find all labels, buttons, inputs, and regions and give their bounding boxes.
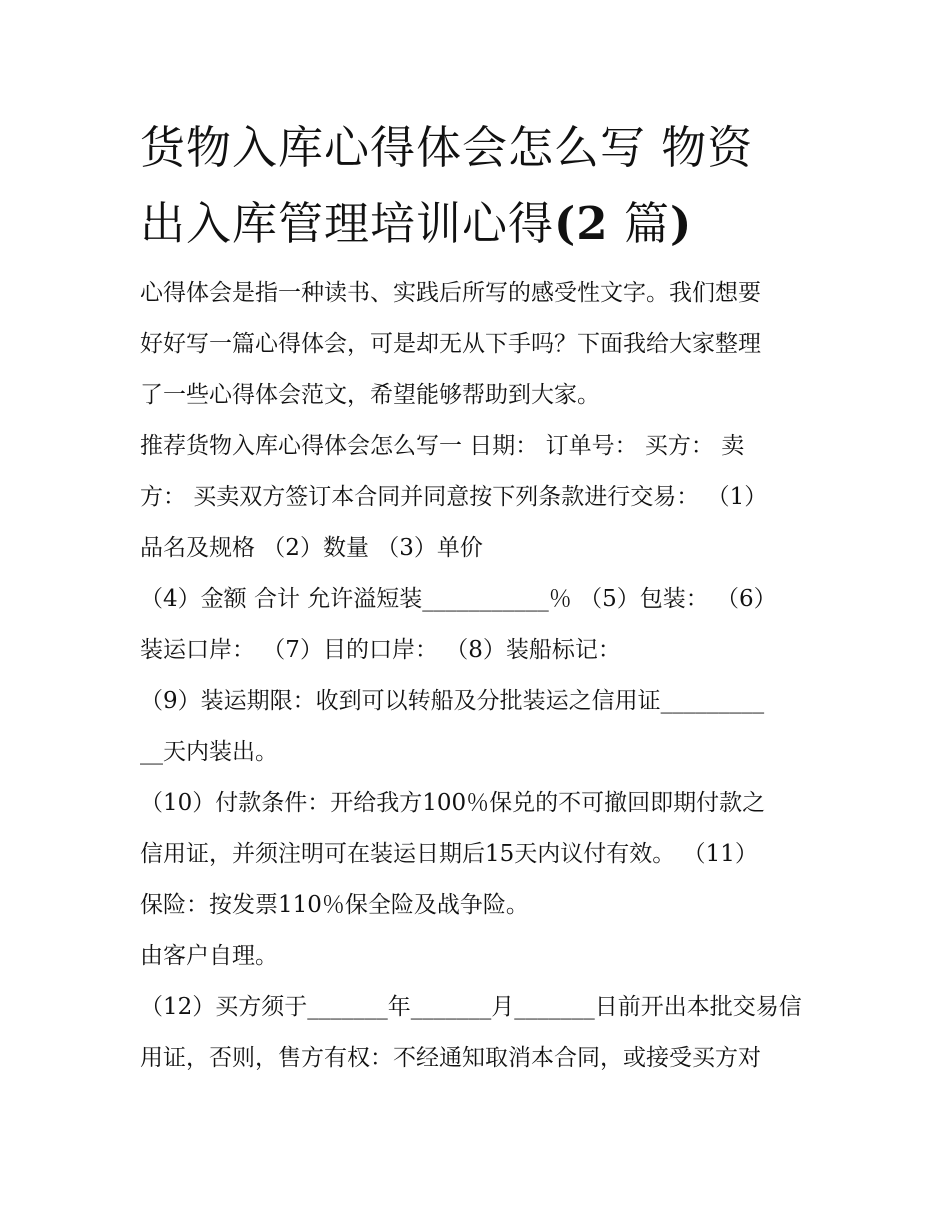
title-line-2-main: 出入库管理培训心得 (140, 197, 555, 250)
body-line: __天内装出。 (140, 739, 278, 765)
body-line: 品名及规格 （2）数量 （3）单价 (140, 535, 483, 561)
body-line: 好好写一篇心得体会，可是却无从下手吗？下面我给大家整理 (140, 331, 761, 357)
body-line: （4）金额 合计 允许溢短装___________％ （5）包装： （6） (140, 586, 777, 612)
body-line: 推荐货物入库心得体会怎么写一 日期： 订单号： 买方： 卖 (140, 433, 745, 459)
body-line: 了一些心得体会范文，希望能够帮助到大家。 (140, 382, 600, 408)
body-line: （12）买方须于_______年_______月_______日前开出本批交易信 (140, 994, 802, 1020)
document-page (140, 110, 820, 1084)
document-body (140, 268, 820, 1084)
body-line: 由客户自理。 (140, 943, 278, 969)
body-line: （9）装运期限：收到可以转船及分批装运之信用证_________ (140, 688, 765, 714)
body-line: 心得体会是指一种读书、实践后所写的感受性文字。我们想要 (140, 280, 761, 306)
body-line: 保险：按发票110％保全险及战争险。 (140, 892, 529, 918)
body-line: 用证，否则，售方有权：不经通知取消本合同，或接受买方对 (140, 1045, 761, 1071)
title-line-1: 货物入库心得体会怎么写 物资 (140, 121, 754, 174)
title-count-unit: 篇 (623, 197, 670, 250)
body-line: 装运口岸： （7）目的口岸： （8）装船标记： (140, 637, 621, 663)
title-count-close: ) (669, 197, 693, 250)
title-line-2 (140, 186, 820, 262)
body-line: （10）付款条件：开给我方100％保兑的不可撤回即期付款之 (140, 790, 766, 816)
document-title (140, 110, 820, 262)
body-line: 方： 买卖双方签订本合同并同意按下列条款进行交易： （1） (140, 484, 768, 510)
body-line: 信用证，并须注明可在装运日期后15天内议付有效。 （11） (140, 841, 758, 867)
title-count-number: (2 (554, 197, 609, 250)
